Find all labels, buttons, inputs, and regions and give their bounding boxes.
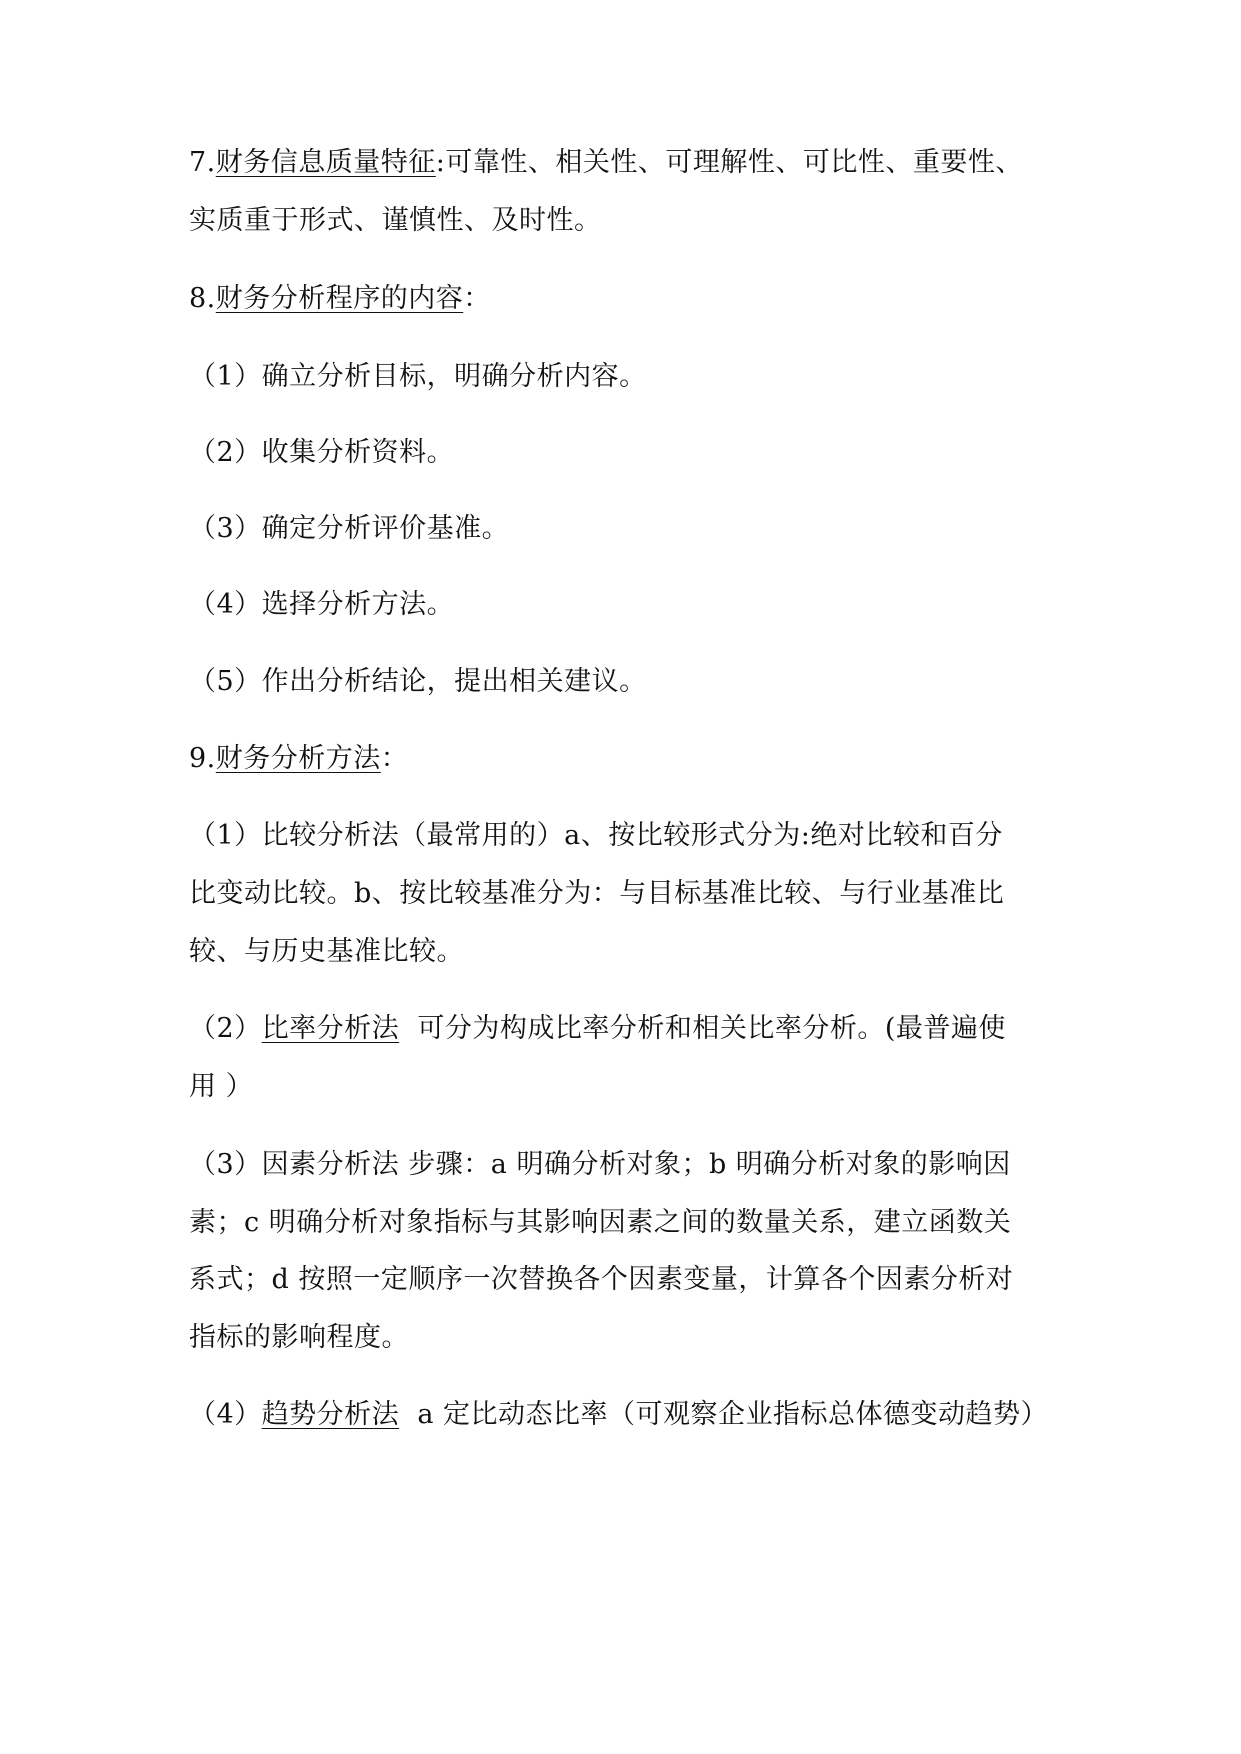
method3-line2: 素；c 明确分析对象指标与其影响因素之间的数量关系，建立函数关 [189, 1207, 1012, 1238]
method2-prefix: （2） [189, 1013, 262, 1044]
item8-step-3: （3）确定分析评价基准。 [189, 513, 510, 544]
method1-line1: （1）比较分析法（最常用的）a、按比较形式分为:绝对比较和百分 [189, 820, 1003, 851]
item7-number: 7. [189, 147, 216, 178]
method4-prefix: （4） [189, 1399, 262, 1430]
item8-step-1: （1）确立分析目标，明确分析内容。 [189, 361, 647, 392]
item9-number: 9. [189, 743, 216, 774]
item8-step-5: （5）作出分析结论，提出相关建议。 [189, 666, 647, 697]
method4-term: 趋势分析法 [261, 1399, 400, 1430]
method3-line1: （3）因素分析法 步骤：a 明确分析对象；b 明确分析对象的影响因 [189, 1149, 1011, 1180]
item9-heading [189, 741, 1059, 777]
item7-term: 财务信息质量特征 [215, 147, 436, 178]
method2-line1 [189, 1011, 1059, 1047]
item7-text-line1: 可靠性、相关性、可理解性、可比性、重要性、 [445, 147, 1023, 178]
item7-line1 [189, 145, 1059, 181]
item8-heading [189, 281, 1059, 317]
item9-term: 财务分析方法 [215, 743, 381, 774]
method4-line1 [189, 1397, 1059, 1433]
item7-text-line2: 实质重于形式、谨慎性、及时性。 [189, 205, 602, 236]
method3-line3: 系式；d 按照一定顺序一次替换各个因素变量，计算各个因素分析对 [189, 1264, 1014, 1295]
item8-colon: ： [463, 283, 491, 314]
item8-step-4: （4）选择分析方法。 [189, 589, 455, 620]
method2-term: 比率分析法 [261, 1013, 400, 1044]
method1-line2: 比变动比较。b、按比较基准分为：与目标基准比较、与行业基准比 [189, 878, 1005, 909]
item8-number: 8. [189, 283, 216, 314]
method1-line3: 较、与历史基准比较。 [189, 936, 464, 967]
method2-rest: 可分为构成比率分析和相关比率分析。(最普遍使 [417, 1013, 1006, 1044]
item7-colon: : [435, 147, 446, 178]
method2-line2: 用 ） [189, 1071, 254, 1102]
item8-step-2: （2）收集分析资料。 [189, 437, 455, 468]
item9-colon: ： [380, 743, 409, 774]
method4-rest: a 定比动态比率（可观察企业指标总体德变动趋势） [417, 1399, 1049, 1430]
item8-term: 财务分析程序的内容 [215, 283, 464, 314]
method3-line4: 指标的影响程度。 [189, 1322, 409, 1353]
